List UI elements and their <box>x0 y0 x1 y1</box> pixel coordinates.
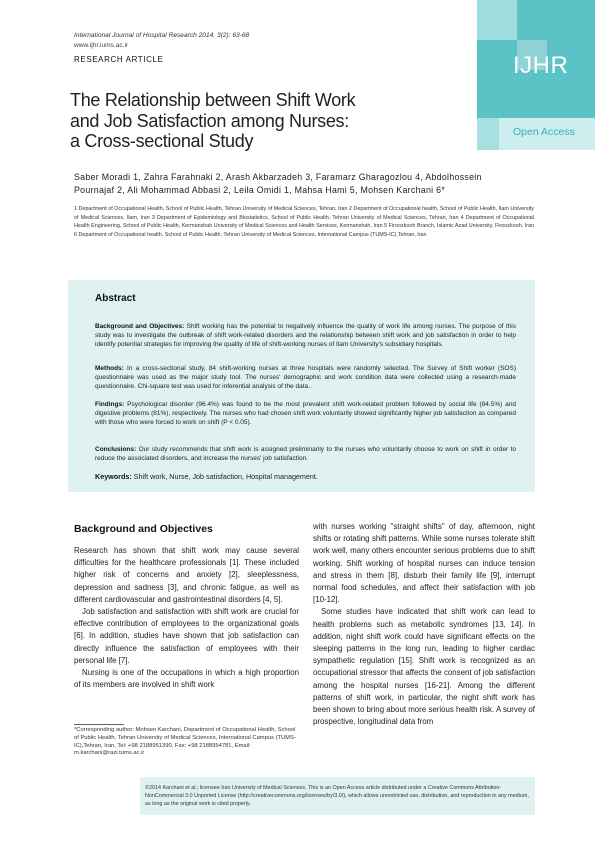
title-line: and Job Satisfaction among Nurses: <box>70 110 349 131</box>
body-paragraph: Research has shown that shift work may cause several difficulties for the healthcare professionals [1]. These included higher risk of concerns and anxiety [2], sleeplessness, depression and sadness [3], and chronic fatigue, as well as different cardiovascular and gastrointestinal disorders [4, 5]. <box>74 546 299 604</box>
abstract-background-label: Background and Objectives: <box>95 323 185 330</box>
abstract-heading: Abstract <box>95 293 136 304</box>
title-line: a Cross-sectional Study <box>70 131 254 151</box>
authors-line: Pournajaf 2, Ali Mohammad Abbasi 2, Leila Omidi 1, Mahsa Hami 5, Mohsen Karchani 6* <box>74 185 446 195</box>
abstract-keywords-label: Keywords: <box>95 472 132 481</box>
abstract-keywords <box>95 472 516 481</box>
open-access-label: Open Access <box>513 126 575 138</box>
abstract-box <box>68 280 535 492</box>
footnote-divider <box>74 724 124 725</box>
body-paragraph: Job satisfaction and satisfaction with shift work are crucial for effective contribution of employees to the organizational goals [6]. In addition, studies have shown that job satisfaction can directly influence the satisfaction of employees with their personal life [7]. <box>74 607 299 665</box>
title-line: The Relationship between Shift Work <box>70 90 356 110</box>
abstract-methods <box>95 364 516 391</box>
abstract-findings-label: Findings: <box>95 401 125 408</box>
license-footer <box>140 777 535 815</box>
body-paragraph: Some studies have indicated that shift work can lead to health problems such as metabolic syndromes [13, 14]. In addition, night shift work could have significant effects on the sleeping patterns in the long run, leading to higher cardiac sympathetic regulation [15]. Shift work is recognized as an occupational stressor that affects the consent of job satisfaction among the hospital nurses [16-21]. Among the different patterns of shift work, in particular, the night shift work has been shown to bring about more serious health risk. A survey of prospective, longitudinal data from <box>313 607 535 727</box>
article-title <box>70 90 430 152</box>
journal-citation: International Journal of Hospital Research 2014, 3(2): 63-68 <box>74 32 250 39</box>
body-paragraph: Nursing is one of the occupations in which a high proportion of its members are involved in shift work <box>74 668 299 690</box>
section-heading: Background and Objectives <box>74 523 213 535</box>
abstract-conclusions-label: Conclusions: <box>95 446 137 453</box>
logo-text: IJHR <box>513 52 569 79</box>
abstract-background <box>95 322 516 349</box>
abstract-findings <box>95 400 516 427</box>
abstract-keywords-text: Shift work, Nurse, Job satisfaction, Hospital management. <box>131 472 318 481</box>
body-column-left <box>74 545 299 691</box>
authors-line: Saber Moradi 1, Zahra Farahnaki 2, Arash Akbarzadeh 3, Faramarz Gharagozlou 4, Abdolhossein <box>74 172 482 182</box>
article-type-label: RESEARCH ARTICLE <box>74 55 164 64</box>
body-column-right <box>313 521 535 728</box>
body-paragraph: with nurses working "straight shifts" of day, afternoon, night shifts or rotating shift patterns. While some nurses tolerate shift work well, many others encounter serious problems due to shift working. Shift working of hospital nurses can induce tension and stress in them [8], disturb their family life [9], interrupt normal food schedules, and affect their satisfaction with job [10-12]. <box>313 522 535 605</box>
license-text: ©2014 Karchani et al.; licensee Iran University of Medical Sciences. This is an Open Access article distributed under a Creative Commons Attribution-NonCommercial 3.0 Unported License (http://creativecommons.org/licenses/by/3.0/), which allows unrestricted use, distribution, and reproduction in any medium, as long as the original work is cited properly. <box>145 785 529 808</box>
corresponding-author-footnote: *Corresponding author: Mohsen Karchani, Department of Occupational Health, School of Public Health, Tehran University of Medical Sciences, International Campus (TUMS-IC),Tehran, Iran, Tel: +98 2188951390, Fax: +98 2188954781, Email: m.karchani@razi.tums.ac.ir <box>74 727 296 757</box>
abstract-conclusions <box>95 445 516 463</box>
abstract-findings-text: Psychological disorder (96.4%) was found to be the most prevalent shift work-related problem followed by social life (84.5%) and digestive problems (81%), respectively. The nurses who had chosen shift work voluntarily showed significantly higher job satisfaction as compared with those who were forced to work on shift (P < 0.05). <box>95 401 516 426</box>
abstract-methods-text: In a cross-sectional study, 84 shift-working nurses at three hospitals were randomly selected. The Survey of Shift worker (SOS) questionnaire was used as the major study tool. The nurses' demographic and work condition data were collected using a research-made questionnaire. Chi-square test was used for inferential analysis of the data.. <box>95 365 516 390</box>
journal-url[interactable]: www.ijhr.iums.ac.ir <box>74 42 129 49</box>
author-list <box>74 171 534 197</box>
affiliations: 1 Department of Occupational Health, School of Public Health, Tehran University of Medical Sciences, Tehran, Iran 2 Department of Occupational health, School of Public Health, Ilam University of Medical Sciences, Ilam, Iran 3 Department of Epidemiology and Biostatistics, School of Public Health, Tehran University of Medical Sciences, Tehran, Iran 4 Department of Occupational Health Engineering, School of Public Health, Kermanshah University of Medical Sciences and Health Services, Kermanshah, Iran 5 Firoozkooh Branch, Islamic Azad University, Firoozkooh, Iran 6 Department of Occupational health, School of Public Health, Tehran University of Medical Sciences, International Campus (TUMS-IC),Tehran, Iran <box>74 206 534 238</box>
abstract-methods-label: Methods: <box>95 365 124 372</box>
abstract-conclusions-text: Our study recommends that shift work is assigned preliminarily to the nurses who voluntarily choose to work on shift in order to reduce the associated disorders, and increase the nurses' job satisfaction. <box>95 446 516 462</box>
abstract-background-text: Shift working has the potential to negatively influence the quality of work life among nurses. The purpose of this study was to investigate the outbreak of shift work-related disorders and the relationship between shift work and job satisfaction in order to help identify potential strategies for improving the quality of life of shift-working nurses of Ilam University's subsidiary hospitals. <box>95 323 517 348</box>
journal-logo <box>477 0 595 150</box>
